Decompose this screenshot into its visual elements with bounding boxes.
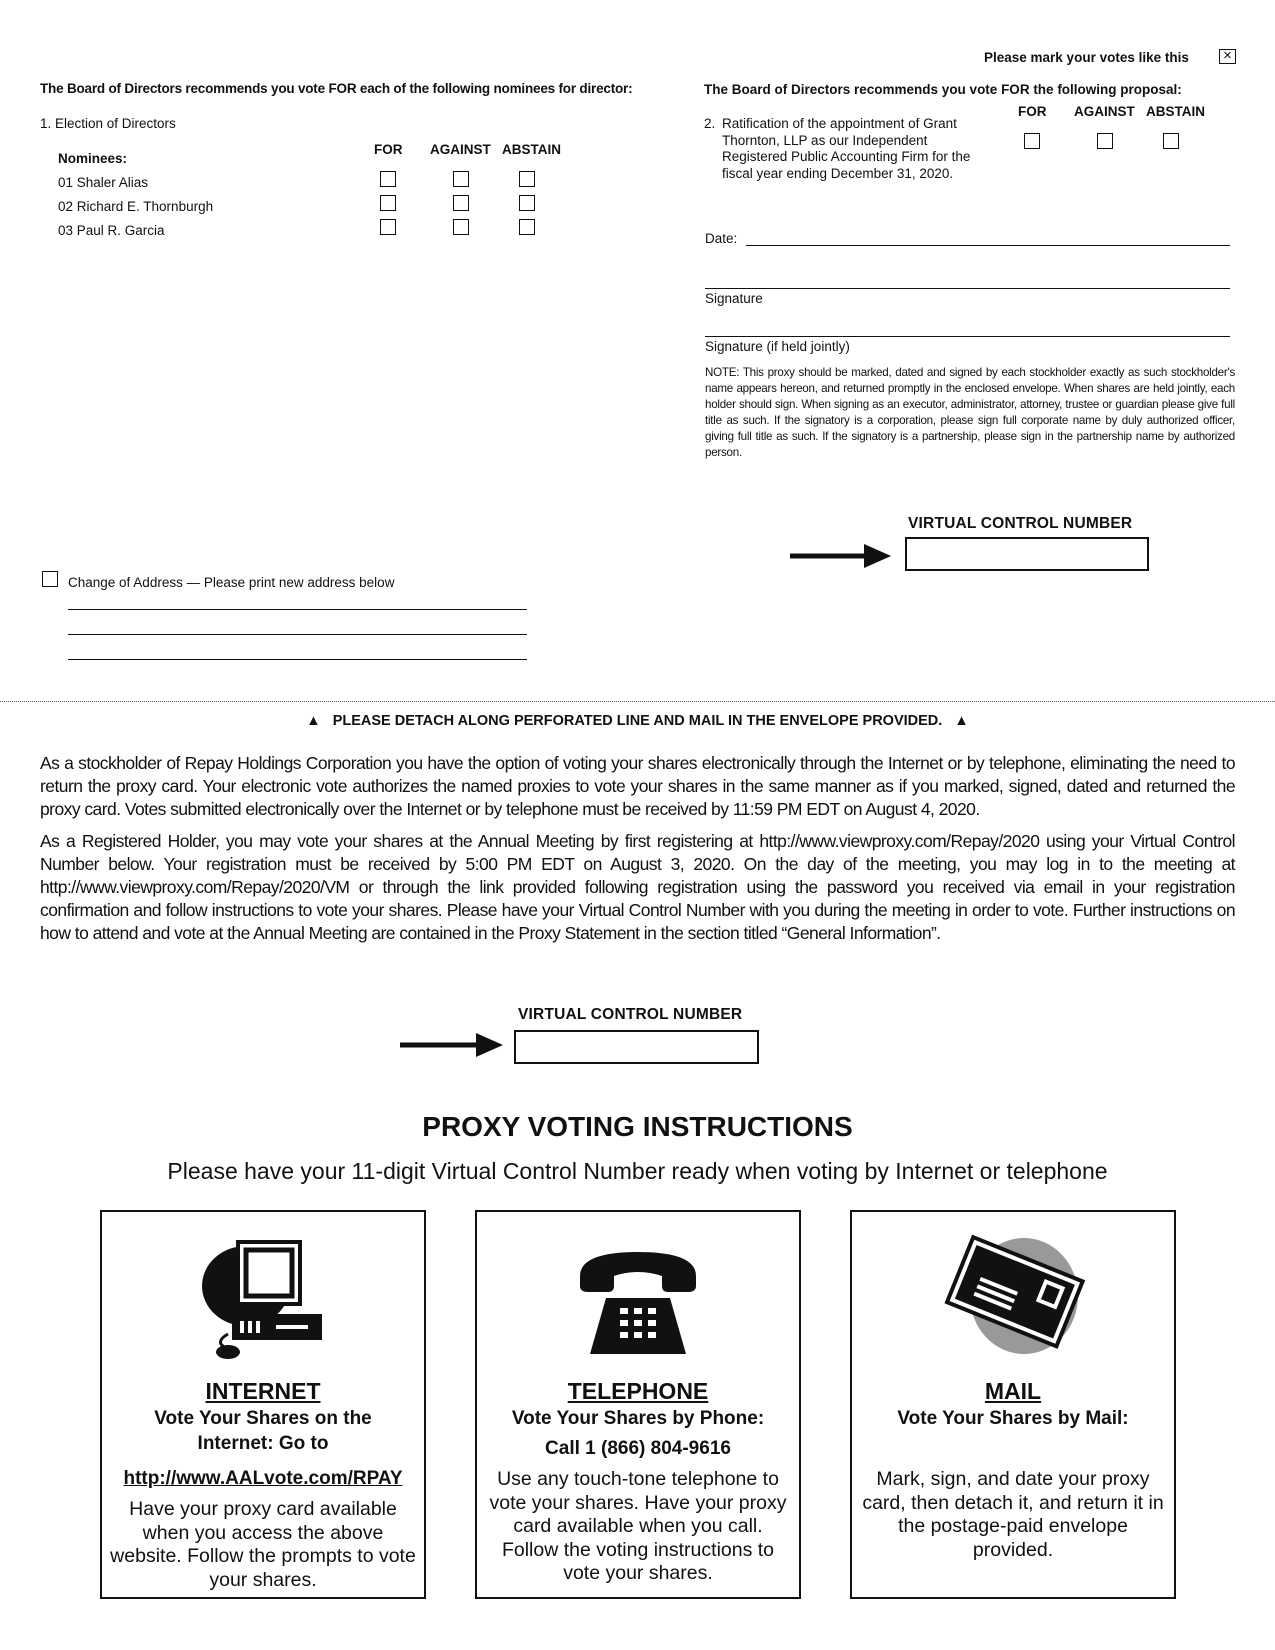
nominee-1-against-checkbox[interactable] (453, 171, 469, 187)
proposal-line-2: Thornton, LLP as our Independent (722, 132, 928, 148)
vcn-label-bottom: VIRTUAL CONTROL NUMBER (518, 1006, 743, 1023)
mail-subtitle: Vote Your Shares by Mail: (897, 1408, 1129, 1429)
proposal-col-against-header: AGAINST (1074, 104, 1135, 119)
voting-instructions-subtitle: Please have your 11-digit Virtual Control Number ready when voting by Internet or telephone (167, 1158, 1108, 1184)
nominee-2-abstain-checkbox[interactable] (519, 195, 535, 211)
nominee-3: 03 Paul R. Garcia (58, 223, 165, 238)
internet-subtitle-line-2: Internet: Go to (197, 1433, 329, 1454)
mail-body: Mark, sign, and date your proxy card, then detach it, and return it in the postage-paid envelope provided. (862, 1468, 1164, 1561)
telephone-number[interactable]: Call 1 (866) 804-9616 (545, 1438, 731, 1459)
col-for-header: FOR (374, 142, 403, 157)
telephone-subtitle: Vote Your Shares by Phone: (511, 1408, 765, 1429)
address-line-3[interactable] (68, 659, 527, 660)
internet-voting-link[interactable]: http://www.AALvote.com/RPAY (123, 1468, 403, 1489)
signature-line[interactable] (705, 288, 1230, 289)
proposal-number: 2. (704, 116, 716, 131)
detach-arrow-left-icon: ▲ (306, 713, 321, 729)
detach-text: PLEASE DETACH ALONG PERFORATED LINE AND MAIL IN THE ENVELOPE PROVIDED. (332, 713, 943, 729)
proxy-note: NOTE: This proxy should be marked, dated and signed by each stockholder exactly as such stockholder's name appears hereon, and returned promptly in the enclosed envelope. When shares are held jointly, each holder should sign. When signing as an executor, administrator, attorney, trustee or guardian please give full title as such. If the signatory is a corporation, please sign full corporate name by duly authorized officer, giving full title as such. If the signatory is a partnership, please sign in the partnership name by authorized person. (705, 366, 1235, 459)
proposal-abstain-checkbox[interactable] (1163, 133, 1179, 149)
proposal-text (722, 116, 970, 182)
telephone-title: TELEPHONE (567, 1378, 709, 1404)
nominee-1-abstain-checkbox[interactable] (519, 171, 535, 187)
mail-title: MAIL (984, 1378, 1042, 1404)
col-abstain-header: ABSTAIN (502, 142, 561, 157)
nominee-2: 02 Richard E. Thornburgh (58, 199, 214, 214)
vcn-box-bottom[interactable] (514, 1030, 759, 1064)
nominee-2-for-checkbox[interactable] (380, 195, 396, 211)
perforated-line (0, 701, 1275, 702)
board-recommendation-directors: The Board of Directors recommends you vote FOR each of the following nominees for director: (40, 81, 633, 96)
nominee-1-for-checkbox[interactable] (380, 171, 396, 187)
signature-joint-line[interactable] (705, 336, 1230, 337)
change-of-address-checkbox[interactable] (42, 571, 58, 587)
telephone-icon (576, 1242, 700, 1362)
internet-title: INTERNET (205, 1378, 321, 1404)
col-against-header: AGAINST (430, 142, 491, 157)
internet-body: Have your proxy card available when you access the above website. Follow the prompts to vote your shares. (110, 1498, 416, 1591)
sample-mark-box (1219, 49, 1236, 64)
arrow-right-icon (790, 541, 892, 571)
proposal-against-checkbox[interactable] (1097, 133, 1113, 149)
internet-panel (100, 1210, 426, 1599)
detach-instruction (0, 713, 1275, 729)
mail-panel (850, 1210, 1176, 1599)
election-of-directors-item: 1. Election of Directors (40, 116, 176, 131)
proposal-line-3: Registered Public Accounting Firm for the (722, 149, 971, 164)
telephone-panel (475, 1210, 801, 1599)
envelope-icon (938, 1226, 1088, 1356)
mark-votes-instruction: Please mark your votes like this (984, 50, 1189, 65)
computer-icon (198, 1234, 328, 1362)
nominees-label: Nominees: (58, 151, 128, 166)
proposal-for-checkbox[interactable] (1024, 133, 1040, 149)
nominee-3-against-checkbox[interactable] (453, 219, 469, 235)
electronic-voting-paragraph: As a stockholder of Repay Holdings Corporation you have the option of voting your shares electronically through the Internet or by telephone, eliminating the need to return the proxy card. Your electronic vote authorizes the named proxies to vote your shares in the same manner as if you marked, signed, dated and returned the proxy card. Votes submitted electronically over the Internet or by telephone must be received by 11:59 PM EDT on August 4, 2020. (40, 753, 1235, 819)
arrow-right-icon-bottom (400, 1030, 504, 1060)
nominee-3-for-checkbox[interactable] (380, 219, 396, 235)
date-line[interactable] (746, 245, 1230, 246)
registered-holder-paragraph: As a Registered Holder, you may vote your shares at the Annual Meeting by first registering at http://www.viewproxy.com/Repay/2020 using your Virtual Control Number below. Your registration must be received by 5:00 PM EDT on August 3, 2020. On the day of the meeting, you may log in to the meeting at http://www.viewproxy.com/Repay/2020/VM or through the link provided following registration using the password you received via email in your registration confirmation and follow instructions to vote your shares. Please have your Virtual Control Number with you during the meeting in order to vote. Further instructions on how to attend and vote at the Annual Meeting are contained in the Proxy Statement in the section titled “General Information”. (40, 831, 1235, 943)
vcn-label-top: VIRTUAL CONTROL NUMBER (908, 515, 1133, 532)
sample-mark-x: × (1223, 47, 1232, 64)
address-line-1[interactable] (68, 609, 527, 610)
change-of-address-label: Change of Address — Please print new address below (68, 575, 395, 590)
telephone-body: Use any touch-tone telephone to vote your shares. Have your proxy card available when you call. Follow the voting instructions to vote your shares. (489, 1468, 787, 1584)
nominee-2-against-checkbox[interactable] (453, 195, 469, 211)
signature-label: Signature (705, 291, 763, 306)
signature-joint-label: Signature (if held jointly) (705, 339, 850, 354)
detach-arrow-right-icon: ▲ (954, 713, 969, 729)
address-line-2[interactable] (68, 634, 527, 635)
internet-subtitle (102, 1406, 424, 1456)
nominee-1: 01 Shaler Alias (58, 175, 149, 190)
date-label: Date: (705, 231, 738, 246)
nominee-3-abstain-checkbox[interactable] (519, 219, 535, 235)
board-recommendation-proposal: The Board of Directors recommends you vote FOR the following proposal: (704, 82, 1182, 97)
proposal-line-1: Ratification of the appointment of Grant (722, 116, 957, 131)
proposal-col-abstain-header: ABSTAIN (1146, 104, 1205, 119)
vcn-box-top[interactable] (905, 537, 1149, 571)
voting-instructions-title: PROXY VOTING INSTRUCTIONS (422, 1111, 853, 1142)
proposal-line-4: fiscal year ending December 31, 2020. (722, 165, 954, 181)
internet-subtitle-line-1: Vote Your Shares on the (154, 1408, 372, 1429)
proposal-col-for-header: FOR (1018, 104, 1047, 119)
